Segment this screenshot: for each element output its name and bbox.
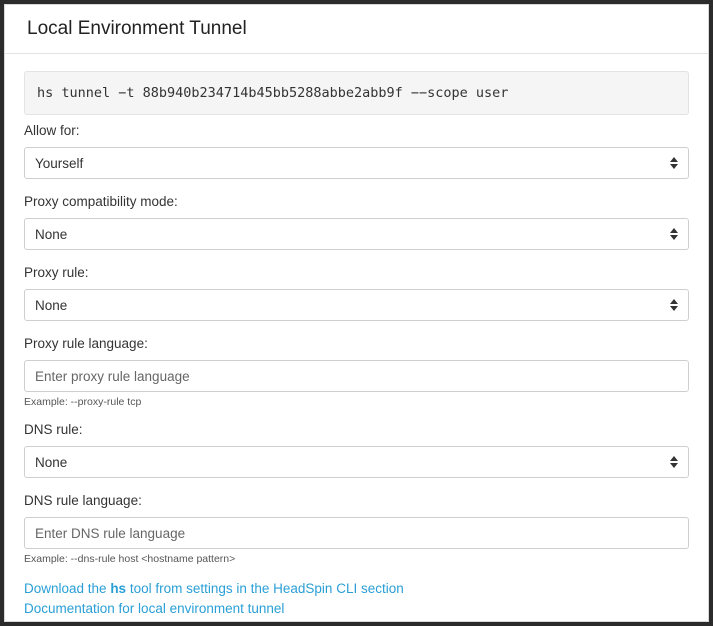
proxy-rule-group	[24, 265, 689, 321]
tunnel-panel	[4, 4, 709, 622]
proxy-rule-value: None	[35, 297, 68, 313]
select-arrows-icon	[670, 157, 678, 169]
tunnel-command[interactable]: hs tunnel −t 88b940b234714b45bb5288abbe2abb9f −−scope user	[24, 71, 689, 115]
select-arrows-icon	[670, 299, 678, 311]
proxy-rule-language-help: Example: --proxy-rule tcp	[24, 396, 142, 408]
dns-rule-label: DNS rule:	[24, 422, 83, 437]
proxy-compat-group	[24, 194, 689, 250]
download-hs-tool-link[interactable]	[24, 579, 689, 599]
proxy-rule-language-label: Proxy rule language:	[24, 336, 148, 351]
proxy-rule-language-input[interactable]	[24, 360, 689, 392]
dns-rule-group	[24, 422, 689, 478]
help-links	[24, 579, 689, 619]
dns-rule-language-group	[24, 493, 689, 566]
panel-title: Local Environment Tunnel	[27, 18, 247, 39]
dns-rule-select[interactable]	[24, 446, 689, 478]
proxy-compat-label: Proxy compatibility mode:	[24, 194, 178, 209]
proxy-rule-select[interactable]	[24, 289, 689, 321]
dns-rule-language-help: Example: --dns-rule host <hostname pattern>	[24, 553, 236, 565]
select-arrows-icon	[670, 456, 678, 468]
dns-rule-language-input[interactable]	[24, 517, 689, 549]
proxy-compat-select[interactable]	[24, 218, 689, 250]
proxy-rule-language-group	[24, 336, 689, 409]
download-link-suffix: tool from settings in the HeadSpin CLI section	[126, 581, 404, 596]
allow-for-label: Allow for:	[24, 123, 80, 138]
allow-for-value: Yourself	[35, 155, 84, 171]
panel-header	[5, 5, 708, 54]
select-arrows-icon	[670, 228, 678, 240]
proxy-compat-value: None	[35, 226, 68, 242]
allow-for-select[interactable]	[24, 147, 689, 179]
documentation-link[interactable]: Documentation for local environment tunnel	[24, 601, 285, 616]
allow-for-group	[24, 123, 689, 179]
proxy-rule-label: Proxy rule:	[24, 265, 89, 280]
dns-rule-value: None	[35, 454, 68, 470]
download-link-prefix: Download the	[24, 581, 111, 596]
panel-body	[5, 54, 708, 619]
dns-rule-language-label: DNS rule language:	[24, 493, 142, 508]
download-link-hs: hs	[110, 581, 127, 596]
